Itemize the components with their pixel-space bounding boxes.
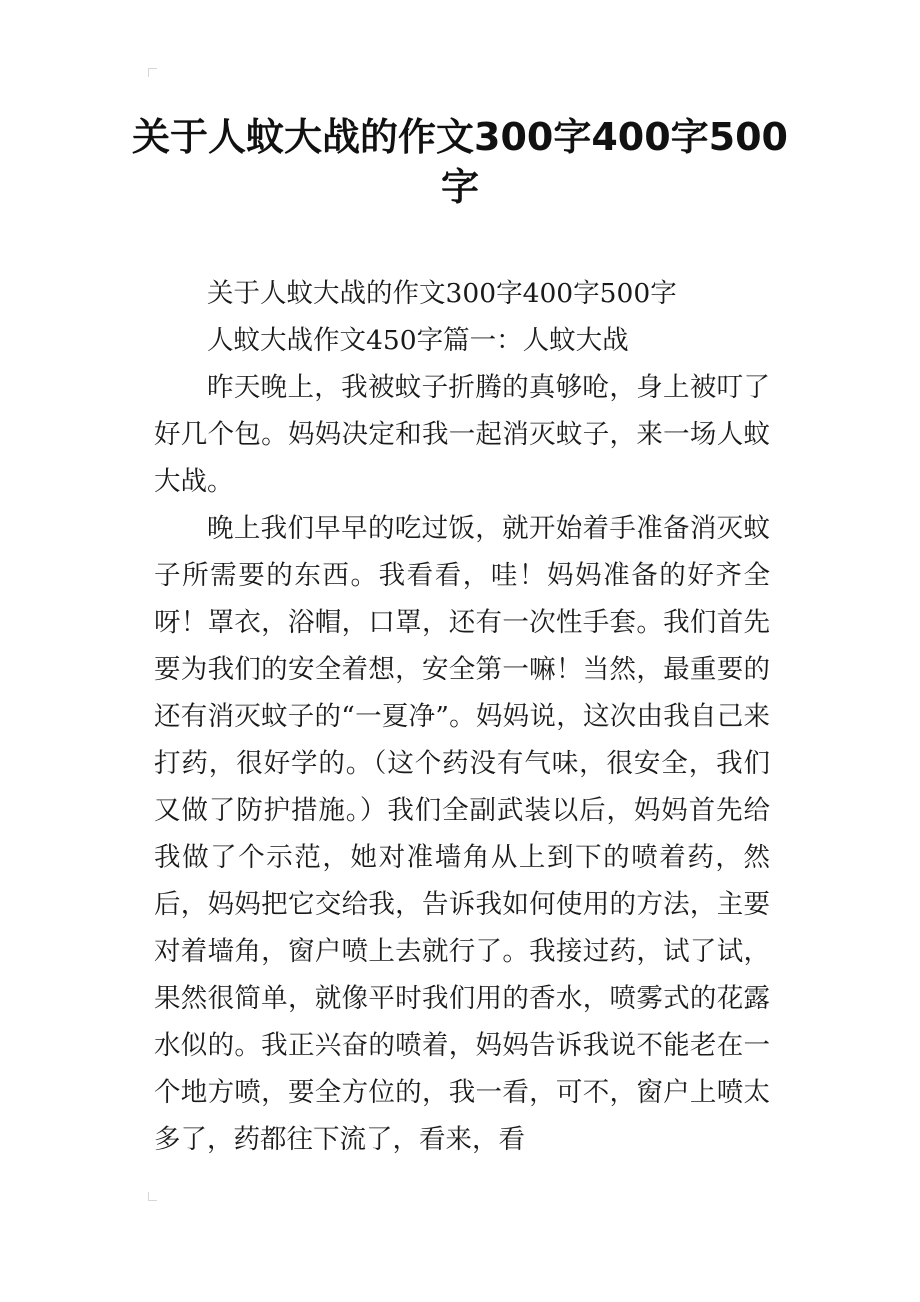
document-title: 关于人蚊大战的作文300字400字500字 [132, 115, 788, 209]
paragraph-subtitle: 人蚊大战作文450字篇一：人蚊大战 [207, 325, 629, 356]
crop-mark-top [148, 68, 157, 77]
paragraph: 昨天晚上，我被蚊子折腾的真够呛，身上被叮了好几个包。妈妈决定和我一起消灭蚊子，来一场人蚊大战。 [154, 372, 770, 497]
paragraph-repeat-title: 关于人蚊大战的作文300字400字500字 [207, 278, 677, 309]
crop-mark-bottom [148, 1192, 157, 1201]
paragraph: 晚上我们早早的吃过饭，就开始着手准备消灭蚊子所需要的东西。我看看，哇！妈妈准备的好齐全呀！罩衣，浴帽，口罩，还有一次性手套。我们首先要为我们的安全着想，安全第一嘛！当然，最重要的还有消灭蚊子的“一夏净”。妈妈说，这次由我自己来打药，很好学的。（这个药没有气味，很安全，我们又做了防护措施。）我们全副武装以后，妈妈首先给我做了个示范，她对准墙角从上到下的喷着药，然后，妈妈把它交给我，告诉我如何使用的方法，主要对着墙角，窗户喷上去就行了。我接过药，试了试，果然很简单，就像平时我们用的香水，喷雾式的花露水似的。我正兴奋的喷着，妈妈告诉我说不能老在一个地方喷，要全方位的，我一看，可不，窗户上喷太多了，药都往下流了，看来，看 [154, 513, 770, 1155]
document-body [154, 270, 770, 1163]
